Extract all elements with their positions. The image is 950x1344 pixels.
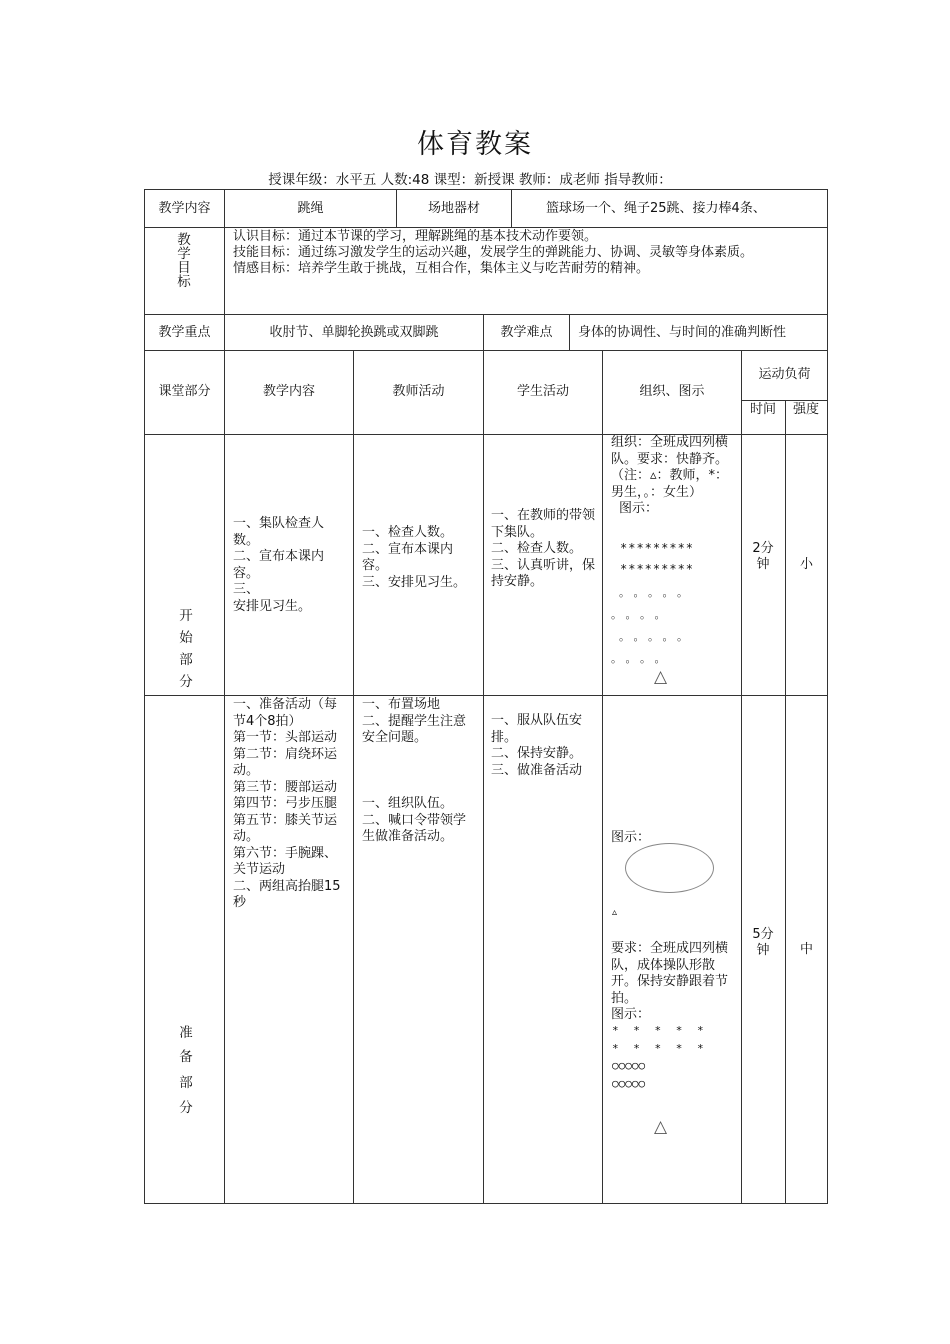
label-key-point: 教学重点	[158, 325, 211, 340]
difficulty: 身体的协调性、与时间的准确判断性	[578, 325, 787, 340]
prep-formation	[612, 1022, 738, 1092]
start-content-item: 二、宣布本课内容。	[233, 549, 325, 581]
prep-teacher-item: 二、喊口令带领学生做准备活动。	[362, 812, 467, 844]
lesson-info: 授课年级：水平五 人数:48 课型：新授课 教师：成老师 指导教师：	[268, 172, 672, 188]
start-student-item: 一、在教师的带领下集队。	[491, 508, 596, 540]
prep-teacher-setup	[362, 697, 478, 747]
start-org-text: 组织：全班成四列横队。要求：快静齐。（注：▵：教师，*：男生，。：女生）	[611, 435, 729, 500]
teaching-content: 跳绳	[297, 201, 324, 216]
label-teaching-content: 教学内容	[158, 201, 211, 216]
header-intensity: 强度	[793, 402, 820, 417]
label-difficulty: 教学难点	[500, 325, 553, 340]
formation-row-female: 。 。 。 。 。	[619, 630, 688, 643]
start-label-char: 部	[179, 652, 193, 668]
start-student	[491, 508, 597, 591]
start-content-item: 安排见习生。	[233, 598, 312, 614]
prep-formation-row: * * * * *	[612, 1041, 708, 1055]
prep-student-item: 一、服从队伍安排。	[491, 713, 583, 745]
prep-teacher-lead	[362, 796, 478, 846]
prep-label-char: 准	[179, 1025, 193, 1041]
prep-teacher-item: 一、布置场地	[362, 697, 441, 712]
formation-row-male: *********	[620, 562, 695, 576]
prep-content-item: 第二节：肩绕环运动。	[233, 746, 338, 778]
header-time: 时间	[750, 402, 777, 417]
prep-label-char: 分	[179, 1100, 193, 1116]
start-org-label: 图示：	[619, 501, 659, 516]
start-formation-female	[611, 582, 739, 670]
formation-row-female: 。 。 。 。 。	[619, 586, 688, 599]
prep-formation-row: ○○○○○	[612, 1076, 646, 1090]
prep-label-char: 备	[179, 1049, 193, 1065]
goals-label-char: 目	[177, 260, 191, 276]
prep-org-label: 图示：	[611, 830, 651, 845]
prep-teacher-item: 二、提醒学生注意安全问题。	[362, 713, 467, 745]
goals-label-char: 教	[177, 232, 191, 248]
start-time: 2分钟	[752, 541, 774, 572]
goals-label-char: 学	[177, 246, 191, 262]
formation-row-female: 。 。 。 。	[611, 608, 666, 621]
header-teacher: 教师活动	[392, 384, 445, 399]
goal-cognitive: 认识目标：通过本节课的学习，理解跳绳的基本技术动作要领。	[233, 229, 598, 244]
prep-intensity: 中	[799, 942, 813, 957]
start-student-item: 三、认真听讲，保持安静。	[491, 557, 596, 589]
header-content: 教学内容	[262, 384, 315, 399]
prep-content-item: 二、两组高抬腿15秒	[233, 878, 341, 910]
prep-content-item: 第一节：头部运动	[233, 730, 338, 745]
prep-content-item: 第三节：腰部运动	[233, 779, 338, 795]
start-content-item: 三、	[233, 582, 260, 597]
prep-teacher-item: 一、组织队伍。	[362, 796, 454, 811]
formation-row-female: 。 。 。 。	[611, 652, 666, 665]
label-equipment: 场地器材	[427, 201, 480, 216]
start-student-item: 二、检查人数。	[491, 541, 583, 556]
start-teacher-item: 一、检查人数。	[362, 525, 454, 540]
equipment: 篮球场一个、绳子25跳、接力棒4条、	[546, 201, 766, 216]
key-point: 收肘节、单脚轮换跳或双脚跳	[269, 325, 439, 340]
prep-content-item: 一、准备活动（每节4个8拍）	[233, 697, 338, 729]
start-label-char: 开	[179, 608, 193, 624]
prep-student	[491, 713, 597, 779]
start-label-char: 始	[179, 630, 193, 646]
start-label-char: 分	[179, 674, 193, 690]
formation-row-male: *********	[620, 541, 695, 555]
prep-formation-row: ○○○○○	[612, 1059, 646, 1072]
start-teacher-item: 二、宣布本课内容。	[362, 541, 454, 573]
header-student: 学生活动	[516, 384, 569, 399]
start-content	[233, 516, 347, 615]
start-intensity: 小	[799, 557, 813, 572]
prep-label-char: 部	[179, 1075, 193, 1091]
start-content-item: 一、集队检查人数。	[233, 516, 325, 548]
prep-content-item: 第四节：弓步压腿	[233, 796, 338, 811]
goals-list	[233, 229, 825, 277]
prep-formation-row: * * * * *	[612, 1024, 708, 1037]
prep-student-item: 三、做准备活动	[491, 762, 583, 778]
goals-label-char: 标	[177, 274, 191, 290]
page-title: 体育教案	[417, 129, 533, 160]
prep-org-requirement: 要求：全班成四列横队，成体操队形散开。保持安静跟着节拍。	[611, 941, 729, 1006]
header-organization: 组织、图示	[639, 384, 705, 399]
start-formation	[620, 538, 738, 580]
prep-org-label-2: 图示：	[611, 1007, 651, 1022]
start-teacher	[362, 525, 478, 591]
teacher-triangle-icon: △	[654, 667, 668, 687]
start-organization	[611, 435, 737, 518]
prep-content-item: 第六节：手腕踝、关节运动	[233, 845, 338, 877]
start-teacher-item: 三、安排见习生。	[362, 574, 467, 590]
goal-emotion: 情感目标：培养学生敢于挑战，互相合作，集体主义与吃苦耐劳的精神。	[233, 261, 650, 276]
circle-formation-icon	[625, 843, 714, 893]
prep-content-item: 第五节：膝关节运动。	[233, 812, 338, 844]
header-load: 运动负荷	[758, 367, 811, 382]
prep-time: 5分钟	[752, 927, 774, 958]
prep-content	[233, 697, 347, 912]
goal-skill: 技能目标：通过练习激发学生的运动兴趣，发展学生的弹跳能力、协调、灵敏等身体素质。	[233, 245, 754, 260]
header-part: 课堂部分	[158, 384, 211, 399]
small-teacher-icon: ▵	[612, 907, 618, 918]
teacher-triangle-icon: △	[654, 1117, 668, 1137]
prep-student-item: 二、保持安静。	[491, 746, 583, 761]
